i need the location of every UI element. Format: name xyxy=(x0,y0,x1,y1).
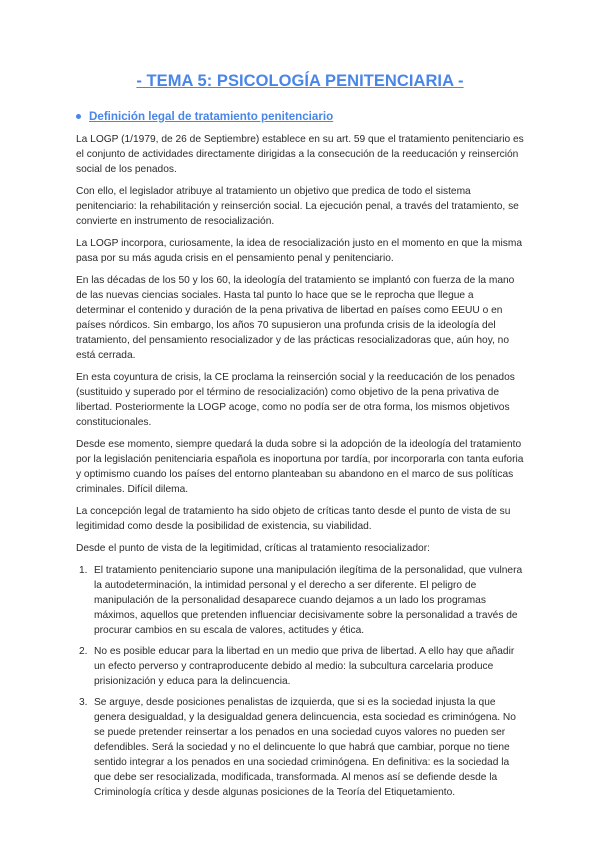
paragraph: Desde el punto de vista de la legitimidad, críticas al tratamiento resocializador: xyxy=(76,543,430,554)
document-title: - TEMA 5: PSICOLOGÍA PENITENCIARIA - xyxy=(136,72,464,90)
list-item-text: No es posible educar para la libertad en un medio que priva de libertad. A ello hay que añadir un efecto perverso y contraproducente debido al medio: la subcultura carcelaria produce prisionización y educa para la delincuencia. xyxy=(94,646,515,687)
list-item xyxy=(76,695,524,800)
paragraph: En esta coyuntura de crisis, la CE proclama la reinserción social y la reeducación de los penados (sustituido y superado por el término de resocialización) como objetivo de la pena privativa de libertad. Posteriormente la LOGP acoge, como no podía ser de otra forma, los mismos objetivos constitucionales. xyxy=(76,372,515,428)
list-item-number: 2. xyxy=(79,646,88,657)
paragraph: La LOGP incorpora, curiosamente, la idea de resocialización justo en el momento en que la misma pasa por su más aguda crisis en el pensamiento penal y penitenciario. xyxy=(76,238,523,264)
paragraph: En las décadas de los 50 y los 60, la ideología del tratamiento se implantó con fuerza de la mano de las nuevas ciencias sociales. Hasta tal punto lo hace que se le reprocha que llegue a determinar el contenido y duración de la pena privativa de libertad en países como EEUU o en países nórdicos. Sin embargo, los años 70 supusieron una profunda crisis de la ideología del tratamiento, del pensamiento resocializador y de las prácticas resocializadoras que, aún hoy, no está cerrada. xyxy=(76,275,515,361)
section-heading xyxy=(76,110,524,123)
paragraph: Con ello, el legislador atribuye al tratamiento un objetivo que predica de todo el sistema penitenciario: la rehabilitación y reinserción social. La ejecución penal, a través del tratamiento, se convierte en instrumento de resocialización. xyxy=(76,186,519,227)
paragraph: Desde ese momento, siempre quedará la duda sobre si la adopción de la ideología del tratamiento por la legislación penitenciaria española es inoportuna por tardía, por incorporarla con tanta euforia y optimismo cuando los países del entorno planteaban su abandono en el marco de sus políticas criminales. Difícil dilema. xyxy=(76,439,524,495)
criticism-list xyxy=(76,563,524,800)
list-item xyxy=(76,563,524,638)
list-item-number: 1. xyxy=(79,565,88,576)
bullet-icon xyxy=(76,114,81,119)
section-heading-text: Definición legal de tratamiento penitenciario xyxy=(89,110,334,123)
list-item-number: 3. xyxy=(79,697,88,708)
list-item-text: El tratamiento penitenciario supone una manipulación ilegítima de la personalidad, que vulnera la autodeterminación, la intimidad personal y el derecho a ser diferente. El peligro de manipulación de la personalidad desaparece cuando dejamos a un lado los programas máximos, aquellos que pretenden influenciar decisivamente sobre la personalidad a través de procurar cambios en su escala de valores, actitudes y ética. xyxy=(94,565,523,636)
list-item xyxy=(76,644,524,689)
list-item-text: Se arguye, desde posiciones penalistas de izquierda, que si es la sociedad injusta la que genera desigualdad, y la desigualdad genera delincuencia, esta sociedad es criminógena. No se puede pretender reinsertar a los penados en una sociedad cuyos valores no pueden ser defendibles. Será la sociedad y no el delincuente lo que habrá que cambiar, porque no tiene sentido integrar a los penados en una sociedad criminógena. En definitiva: es la sociedad la que debe ser resocializada, modificada, transformada. Al menos así se defiende desde la Criminología crítica y desde algunas posiciones de la Teoría del Etiquetamiento. xyxy=(94,697,516,798)
paragraph: La concepción legal de tratamiento ha sido objeto de críticas tanto desde el punto de vista de su legitimidad como desde la posibilidad de existencia, su viabilidad. xyxy=(76,506,511,532)
paragraph: La LOGP (1/1979, de 26 de Septiembre) establece en su art. 59 que el tratamiento penitenciario es el conjunto de actividades directamente dirigidas a la consecución de la reeducación y reinserción social de los penados. xyxy=(76,134,524,175)
